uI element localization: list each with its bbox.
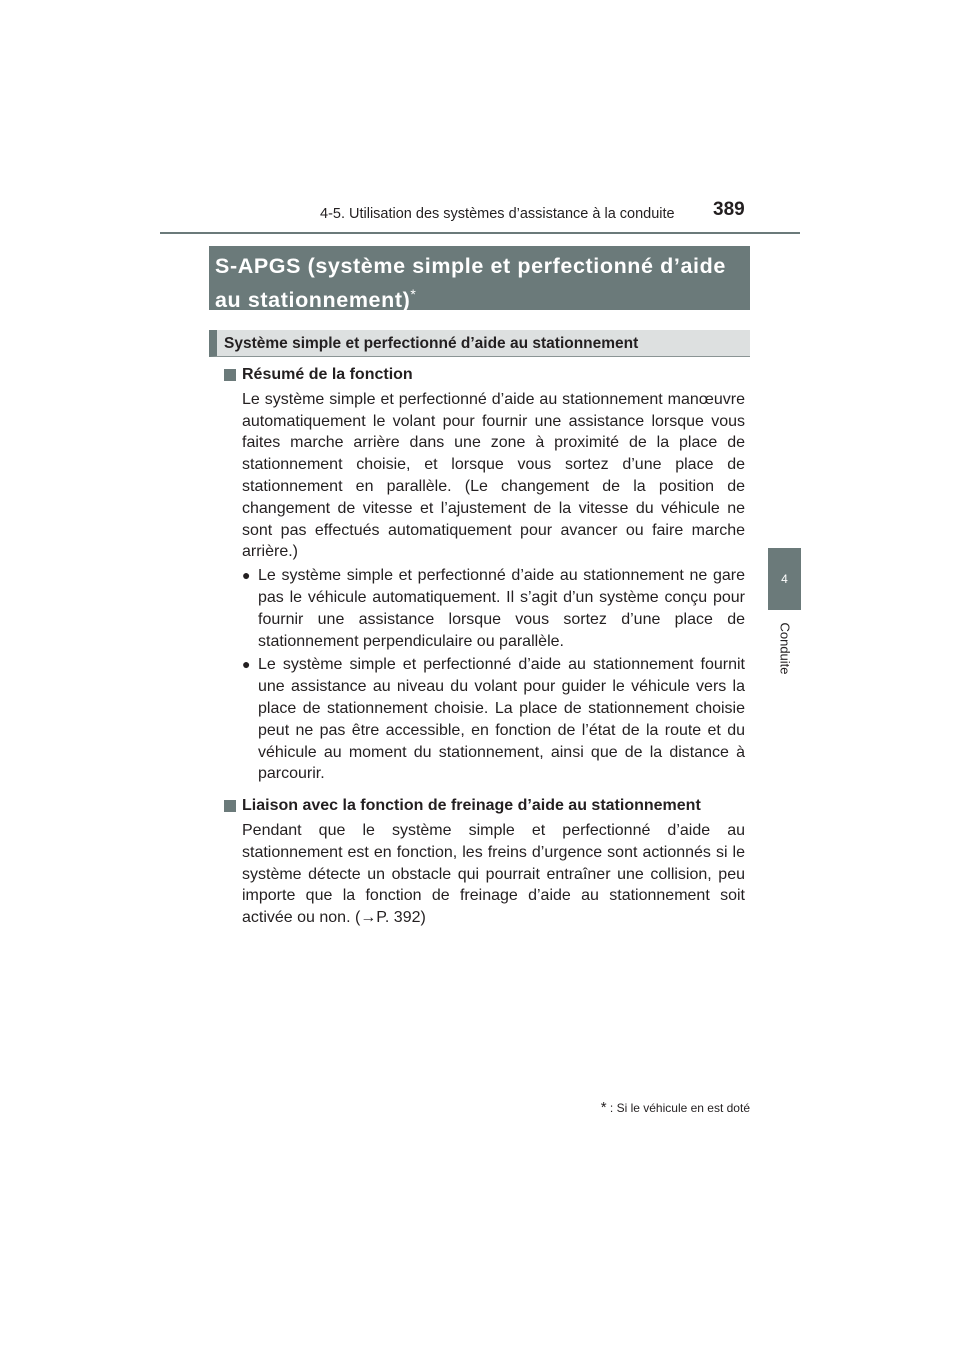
bullet-dot-icon: ●	[242, 567, 251, 584]
chapter-tab[interactable]	[768, 548, 801, 610]
chapter-label	[770, 618, 800, 678]
footnote	[580, 1099, 750, 1116]
section-body: Pendant que le système simple et perfectionné d’aide au stationnement est en fonction, les freins d’urgence sont actionnés si le système détecte un obstacle qui pourrait entraîner une collision, peu importe que la fonction de freinage d’aide au stationnement soit activée ou non. (→P. 392)	[242, 821, 745, 927]
footnote-text: : Si le véhicule en est doté	[609, 1101, 750, 1115]
subheading: Système simple et perfectionné d’aide au stationnement	[209, 330, 750, 357]
section-label: 4-5. Utilisation des systèmes d’assistance à la conduite	[320, 206, 675, 222]
page-title	[209, 246, 750, 313]
list-item	[242, 654, 745, 785]
footnote-star-icon: *	[600, 1099, 607, 1116]
square-bullet-icon	[224, 800, 236, 812]
section-body: Le système simple et perfectionné d’aide au stationnement manœuvre automatiquement le volant pour fournir une assistance lorsque vous faites marche arrière dans une zone à proximité de la place de stationnement choisie, et lorsque vous sortez d’une place de stationnement en parallèle. (Le changement de la position de changement de vitesse et l’ajustement de la vitesse du véhicule ne sont pas effectués automatiquement pour avancer ou faire marche arrière.)	[242, 390, 745, 561]
bullet-dot-icon: ●	[242, 656, 251, 673]
list-item-text: Le système simple et perfectionné d’aide au stationnement fournit une assistance au niveau du volant pour guider le véhicule vers la place de stationnement choisie. La place de stationnement choisie peut ne pas être accessible, en fonction de l’état de la route et du véhicule au moment du stationnement, ainsi que de la distance à parcourir.	[258, 656, 745, 783]
list-item	[242, 565, 745, 652]
section-heading	[224, 795, 745, 817]
page-title-text: S-APGS (système simple et perfectionné d’aide au stationnement)	[215, 254, 726, 313]
chapter-label-text: Conduite	[777, 621, 793, 675]
page-number: 389	[713, 199, 745, 220]
section-heading-text: Résumé de la fonction	[242, 366, 413, 383]
square-bullet-icon	[224, 369, 236, 381]
title-asterisk: *	[410, 286, 417, 302]
section-heading-text: Liaison avec la fonction de freinage d’aide au stationnement	[242, 797, 701, 815]
content	[224, 364, 745, 931]
section-heading	[224, 364, 745, 386]
list-item-text: Le système simple et perfectionné d’aide au stationnement ne gare pas le véhicule automatiquement. Il s’agit d’un système conçu pour fournir une assistance lorsque vous sortez d’une place de stationnement perpendiculaire ou parallèle.	[258, 567, 745, 650]
chapter-number: 4	[781, 572, 788, 586]
header-rule	[160, 232, 800, 234]
